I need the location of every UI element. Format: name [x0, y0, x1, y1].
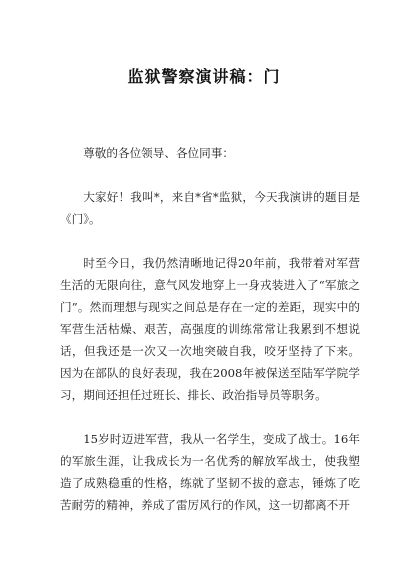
body-paragraph-military-career: 15岁时迈进军营，我从一名学生，变成了战士。16年的军旅生涯，让我成长为一名优秀的解放军战士，使我塑造了成熟稳重的性格，练就了坚韧不拔的意志，锤炼了吃苦耐劳的精神，养成了雷厉风行的作风，这一切都离不开 [60, 432, 360, 512]
salutation-paragraph: 尊敬的各位领导、各位同事： [83, 146, 234, 160]
body-paragraph-military-entry: 时至今日，我仍然清晰地记得20年前，我带着对军营生活的无限向往，意气风发地穿上一身戎装进入了“军旅之门”。然而理想与现实之间总是存在一定的差距，现实中的军营生活枯燥、艰苦，高强度的训练常常让我累到不想说话，但我还是一次又一次地突破自我，咬牙坚持了下来。因为在部队的良好表现，我在2008年被保送至陆军学院学习，期间还担任过班长、排长、政治指导员等职务。 [60, 256, 360, 402]
document-title: 监狱警察演讲稿：门 [127, 67, 281, 86]
greeting-paragraph: 大家好！我叫*，来自*省*监狱，今天我演讲的题目是《门》。 [60, 190, 360, 226]
document-body [60, 142, 360, 538]
